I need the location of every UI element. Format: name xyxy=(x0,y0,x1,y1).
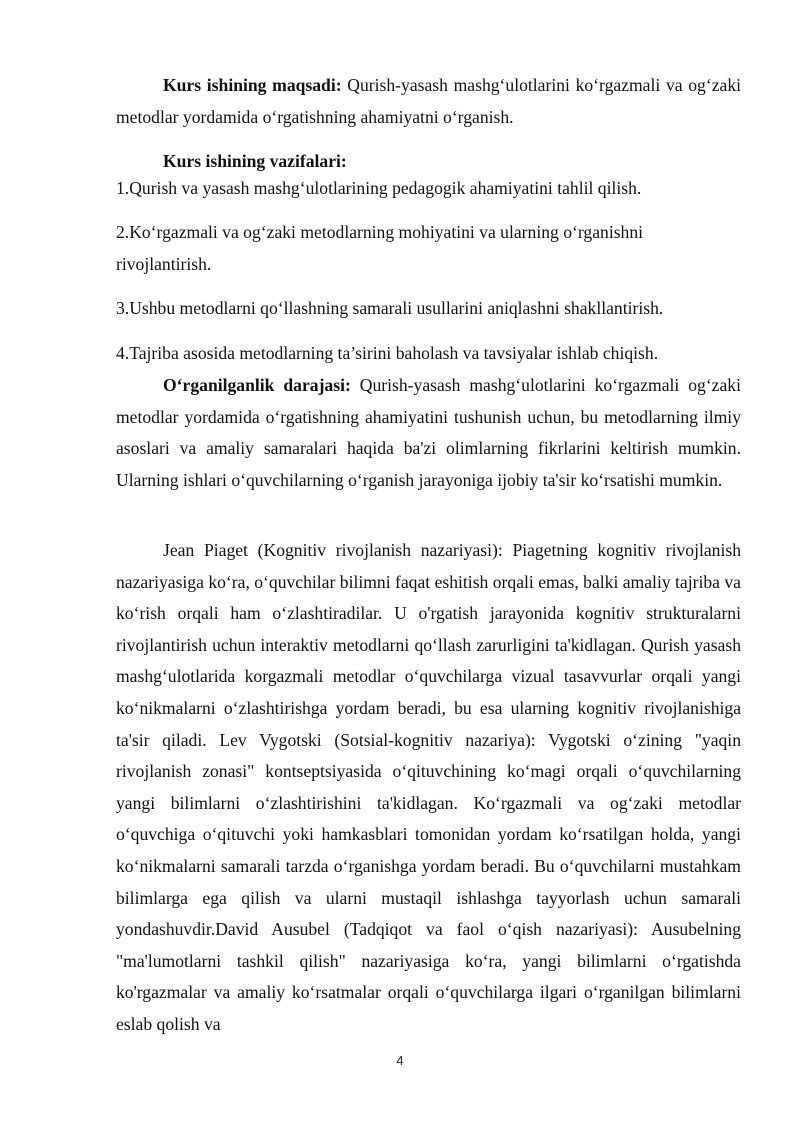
study-level-text: Qurish-yasash mashg‘ulotlarini ko‘rgazmali og‘zaki metodlar yordamida o‘rgatishning ahamiyatini tushunish uchun, bu metodlarning ilmiy asoslari va amaliy samaralari haqida ba'zi olimlarning fikrlarini keltirish mumkin. Ularning ishlari o‘quvchilarning o‘rganish jarayoniga ijobiy ta'sir ko‘rsatishi mumkin. xyxy=(116,375,741,490)
purpose-label: Kurs ishining maqsadi: xyxy=(163,75,342,95)
purpose-paragraph xyxy=(116,70,741,133)
theory-paragraph: Jean Piaget (Kognitiv rivojlanish nazariyasi): Piagetning kognitiv rivojlanish nazariyasiga ko‘ra, o‘quvchilar bilimni faqat eshitish orqali emas, balki amaliy tajriba va ko‘rish orqali ham o‘zlashtiradilar. U o'rgatish jarayonida kognitiv strukturalarni rivojlantirish uchun interaktiv metodlarni qo‘llash zarurligini ta'kidlagan. Qurish yasash mashg‘ulotlarida korgazmali metodlar o‘quvchilarga vizual tasavvurlar orqali yangi ko‘nikmalarni o‘zlashtirishga yordam beradi, bu esa ularning kognitiv rivojlanishiga ta'sir qiladi. Lev Vygotski (Sotsial-kognitiv nazariya): Vygotski o‘zining "yaqin rivojlanish zonasi" kontseptsiyasida o‘qituvchining ko‘magi orqali o‘quvchilarning yangi bilimlarni o‘zlashtirishini ta'kidlagan. Ko‘rgazmali va og‘zaki metodlar o‘quvchiga o‘qituvchi yoki hamkasblari tomonidan yordam ko‘rsatilgan holda, yangi ko‘nikmalarni samarali tarzda o‘rganishga yordam beradi. Bu o‘quvchilarni mustahkam bilimlarga ega qilish va ularni mustaqil ishlashga tayyorlash uchun samarali yondashuvdir.David Ausubel (Tadqiqot va faol o‘qish nazariyasi): Ausubelning "ma'lumotlarni tashkil qilish" nazariyasiga ko‘ra, yangi bilimlarni o‘rgatishda ko'rgazmalar va amaliy ko‘rsatmalar orqali o‘quvchilarga ilgari o‘rganilgan bilimlarni eslab qolish va xyxy=(116,540,741,1034)
task-item-2: 2.Ko‘rgazmali va og‘zaki metodlarning mohiyatini va ularning o‘rganishni rivojlantirish. xyxy=(116,222,644,274)
task-item-4: 4.Tajriba asosida metodlarning ta’sirini baholash va tavsiyalar ishlab chiqish. xyxy=(116,343,659,363)
study-level-paragraph xyxy=(116,370,741,496)
task-item-1: 1.Qurish va yasash mashg‘ulotlarining pedagogik ahamiyatini tahlil qilish. xyxy=(116,178,642,198)
tasks-label: Kurs ishining vazifalari: xyxy=(163,151,347,171)
purpose-text: Qurish-yasash mashg‘ulotlarini ko‘rgazmali va og‘zaki metodlar yordamida o‘rgatishning ahamiyatni o‘rganish. xyxy=(116,75,741,127)
study-level-label: O‘rganilganlik darajasi: xyxy=(163,375,351,395)
task-item-3: 3.Ushbu metodlarni qo‘llashning samarali usullarini aniqlashni shakllantirish. xyxy=(116,298,664,318)
page-number: 4 xyxy=(396,1053,404,1068)
